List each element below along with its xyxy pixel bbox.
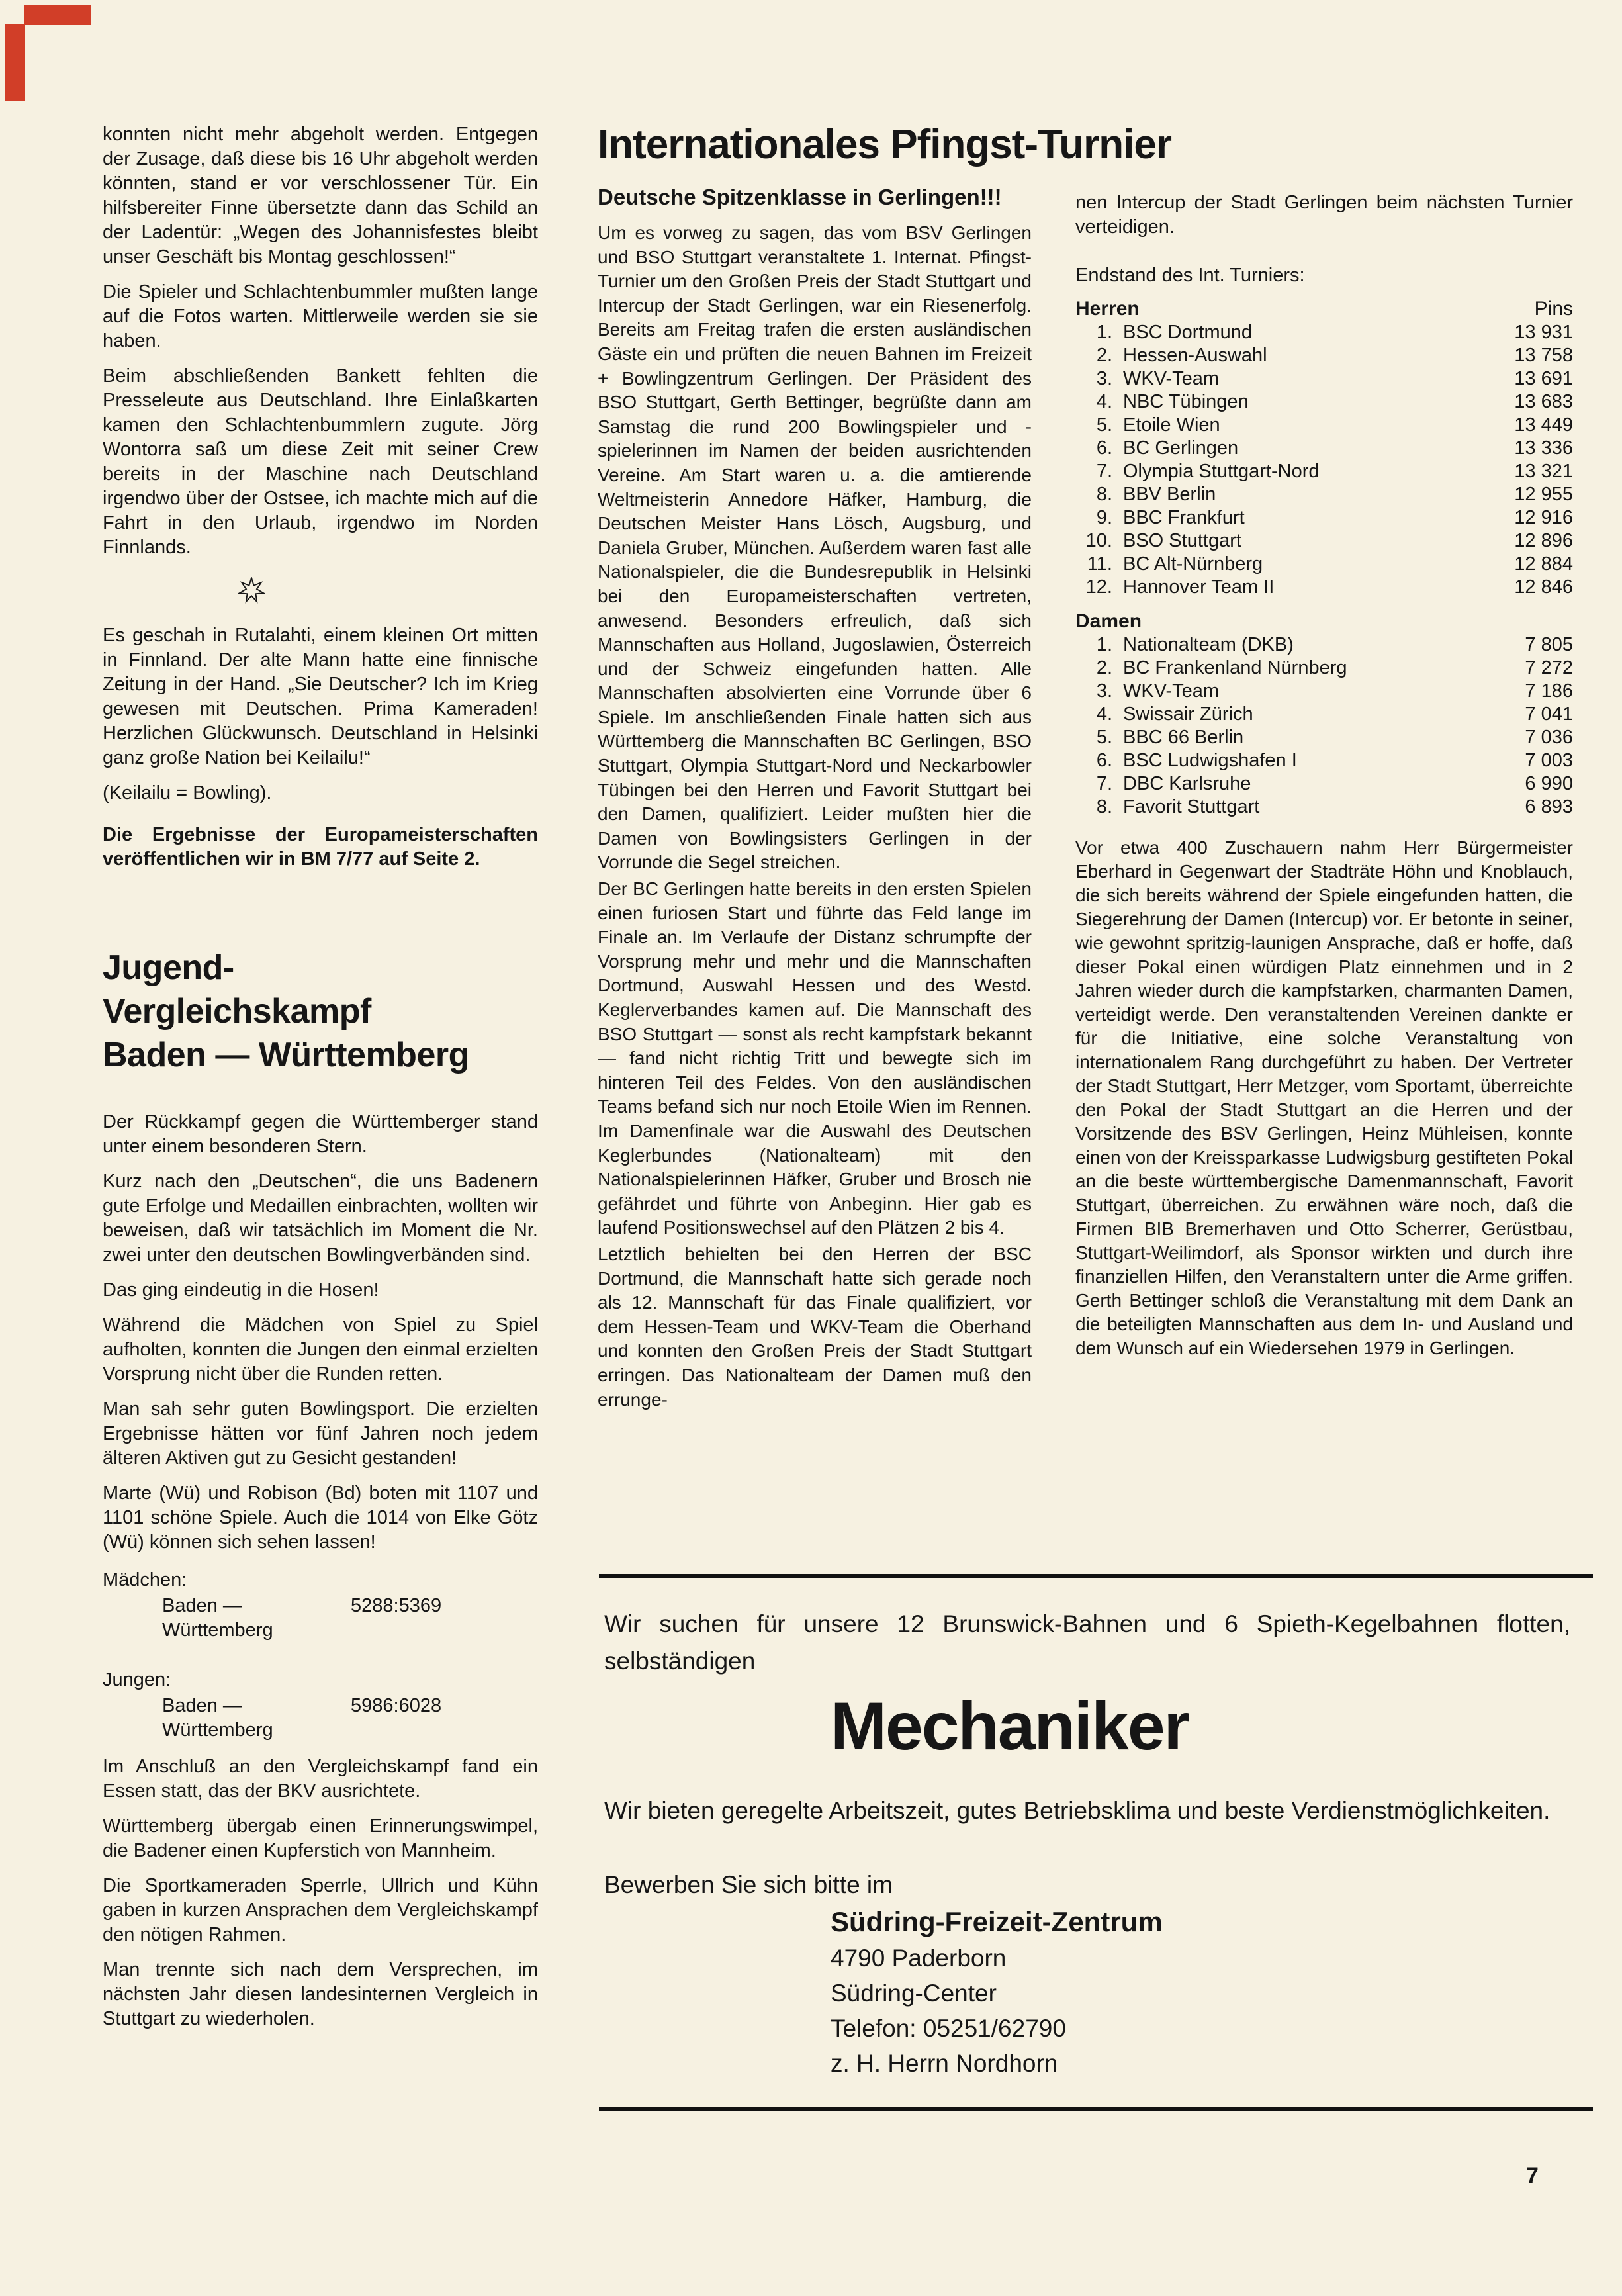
pins-column-label: Pins [1534,298,1573,320]
pins-value: 6 990 [1525,773,1573,794]
table-row [1075,633,1573,657]
table-header-herren [1075,297,1573,321]
table-row [1075,367,1573,390]
table-row [1075,749,1573,772]
rank: 12. [1085,576,1112,598]
paragraph: Der BC Gerlingen hatte bereits in den ersten Spielen einen furiosen Start und führte das Feld lange im Finale an. Im Verlaufe der Distanz schrumpfte der Vorsprung mehr und mehr und die Mannschaften Dortmund, Auswahl Hessen und des Westd. Keglerverbandes kamen auf. Die Mannschaft des BSO Stuttgart — sonst als recht kampfstark bekannt — fand nicht richtig Tritt und bewegte sich im hinteren Teil des Feldes. Von den ausländischen Teams befand sich nur noch Etoile Wien im Rennen. Im Damenfinale war die Auswahl des Deutschen Keglerbundes (Nationalteam) mit den Nationalspielerinnen Häfker, Gruber und Brosch nie gefährdet und führte von Anbeginn. Hier gab es laufend Positionswechsel auf den Plätzen 2 bis 4. [598,878,1032,1238]
team-name: Hessen-Auswahl [1123,345,1267,366]
table-row [1075,553,1573,576]
pins-value: 7 186 [1525,680,1573,702]
paragraph: konnten nicht mehr abgeholt werden. Entgegen der Zusage, daß diese bis 16 Uhr abgeholt werden könnten, stand er vor verschlossener Tür. Ein hilfsbereiter Finne übersetzte dann das Schild an der Ladentür: „Wegen des Johannisfestes bleibt unser Geschäft bis Montag geschlossen!“ [103,124,538,267]
paragraph: Während die Mädchen von Spiel zu Spiel aufholten, konnten die Jungen den einmal erzielten Vorsprung nicht über die Runden retten. [103,1314,538,1385]
table-row [1075,344,1573,367]
score-result: 5986:6028 [351,1695,442,1716]
ad-phone-line: Telefon: 05251/62790 [831,2015,1066,2042]
rank: 1. [1096,634,1112,655]
team-name: BC Alt-Nürnberg [1123,553,1263,574]
team-name: Nationalteam (DKB) [1123,634,1294,655]
team-name: DBC Karlsruhe [1123,773,1251,794]
ad-bottom-rule [599,2107,1593,2111]
pins-value: 12 846 [1514,576,1573,598]
rank: 4. [1096,391,1112,412]
team-name: BSC Ludwigshafen I [1123,750,1297,771]
score-row [162,1594,538,1643]
table-row [1075,321,1573,344]
team-name: BSO Stuttgart [1123,530,1241,551]
team-name: Hannover Team II [1123,576,1275,598]
pins-value: 7 272 [1525,657,1573,678]
team-name: BC Gerlingen [1123,437,1239,459]
ad-offer-text: Wir bieten geregelte Arbeitszeit, gutes Betriebsklima und beste Verdienstmöglichkeiten. [604,1797,1551,1824]
pins-value: 7 805 [1525,634,1573,655]
rank: 10. [1085,530,1112,551]
pins-value: 6 893 [1525,796,1573,817]
paragraph: Der Rückkampf gegen die Württemberger stand unter einem besonderen Stern. [103,1111,538,1157]
article-title: Internationales Pfingst-Turnier [598,122,1171,167]
rank: 4. [1096,704,1112,725]
rank: 2. [1096,657,1112,678]
table-row [1075,576,1573,599]
ad-top-rule [599,1574,1593,1578]
table-title: Damen [1075,610,1142,632]
rank: 5. [1096,414,1112,436]
pins-value: 13 691 [1514,368,1573,389]
heading-line: Vergleichskampf [103,992,371,1031]
rank: 11. [1087,553,1112,574]
ad-apply-text: Bewerben Sie sich bitte im [604,1871,893,1898]
ad-address-line: Südring-Center [831,1980,997,2007]
paragraph: Letztlich behielten bei den Herren der BSC Dortmund, die Mannschaft hatte sich gerade noch als 12. Mannschaft für das Finale qualifiziert, vor dem Hessen-Team und WKV-Team die Oberhand und konnten den Großen Preis der Stadt Stuttgart erringen. Das Nationalteam der Damen muß den errunge- [598,1243,1032,1410]
paragraph: Das ging eindeutig in die Hosen! [103,1279,379,1301]
pins-value: 13 931 [1514,322,1573,343]
table-title: Herren [1075,298,1140,320]
team-name: BSC Dortmund [1123,322,1253,343]
corner-crop-mark-vertical [5,24,25,101]
table-row [1075,726,1573,749]
standings-label: Endstand des Int. Turniers: [1075,265,1305,286]
team-name: BBC Frankfurt [1123,507,1245,528]
right-column [1075,191,1573,1379]
ad-intro-text: Wir suchen für unsere 12 Brunswick-Bahnen und 6 Spieth-Kegelbahnen flotten, selbständigen [604,1610,1570,1675]
paragraph: Die Spieler und Schlachtenbummler mußten lange auf die Fotos warten. Mittlerweile werden sie sie haben. [103,281,538,351]
table-row [1075,437,1573,460]
rank: 2. [1096,345,1112,366]
corner-crop-mark-horizontal [24,5,91,25]
ad-contact-block [831,1904,1163,2081]
rank: 3. [1096,680,1112,702]
score-block-jungen [103,1668,538,1743]
pins-value: 7 036 [1525,727,1573,748]
rank: 6. [1096,437,1112,459]
pins-value: 12 955 [1514,484,1573,505]
page-number: 7 [1526,2163,1539,2188]
pins-value: 13 683 [1514,391,1573,412]
paragraph: Man trennte sich nach dem Versprechen, im nächsten Jahr diesen landesinternen Vergleich in Stuttgart zu wiederholen. [103,1959,538,2029]
team-name: Swissair Zürich [1123,704,1253,725]
rank: 6. [1096,750,1112,771]
ad-attention-line: z. H. Herrn Nordhorn [831,2050,1058,2077]
table-row [1075,460,1573,483]
table-row [1075,506,1573,529]
paragraph: Beim abschließenden Bankett fehlten die Presseleute aus Deutschland. Ihre Einlaßkarten kamen den Schlachtenbummlern zugute. Jörg Wontorra saß um diese Zeit mit seiner Crew bereits in der Maschine nach Deutschland irgendwo über der Ostsee, ich machte mich auf die Fahrt in den Urlaub, irgendwo im Norden Finnlands. [103,365,538,558]
paragraph: Man sah sehr guten Bowlingsport. Die erzielten Ergebnisse hätten vor fünf Jahren noch jedem älteren Aktiven gut zu Gesicht gestanden! [103,1399,538,1469]
section-heading [103,946,538,1077]
rank: 8. [1096,796,1112,817]
score-team: Baden — Württemberg [162,1595,273,1641]
score-result: 5288:5369 [351,1595,442,1616]
middle-column [598,184,1032,1557]
rank: 9. [1096,507,1112,528]
paragraph: Um es vorweg zu sagen, das vom BSV Gerlingen und BSO Stuttgart veranstaltete 1. Internat. Pfingst-Turnier um den Großen Preis der Stadt Stuttgart und Intercup der Stadt Gerlingen, war ein Riesenerfolg. Bereits am Freitag trafen die ersten ausländischen Gäste ein und prüften die neuen Bahnen im Freizeit + Bowlingzentrum Gerlingen. Der Präsident des BSO Stuttgart, Gerth Bettinger, begrüßte dann am Samstag die rund 200 Bowlingspieler und -spielerinnen im Namen der beiden ausrichtenden Vereine. Am Start waren u. a. die amtierende Weltmeisterin Annedore Häfker, Hamburg, die Deutschen Meister Hans Lösch, Augsburg, und Daniela Gruber, München. Außerdem waren fast alle Nationalspieler, die die Bundesrepublik in Helsinki bei den Europameisterschaften vertreten, anwesend. Besonders erfreulich, daß sich Mannschaften aus Holland, Jugoslawien, Österreich und der Schweiz eingefunden hatten. Alle Mannschaften absolvierten eine Vorrunde über 6 Spiele. Im anschließenden Finale hatten sich aus Württemberg die Mannschaften BC Gerlingen, BSO Stuttgart, Olympia Stuttgart-Nord und Neckarbowler Tübingen bei den Herren und Favorit Stuttgart bei den Damen, qualifiziert. Leider mußten hier die Damen von Bowlingsisters Gerlingen in der Vorrunde die Segel streichen. [598,222,1032,873]
table-row [1075,772,1573,796]
table-row [1075,529,1573,553]
heading-line: Baden — Württemberg [103,1036,469,1074]
team-name: WKV-Team [1123,680,1220,702]
pins-value: 13 336 [1514,437,1573,459]
pins-value: 13 758 [1514,345,1573,366]
pins-value: 13 321 [1514,461,1573,482]
score-group-label: Jungen: [103,1669,171,1690]
table-row [1075,796,1573,819]
team-name: NBC Tübingen [1123,391,1249,412]
paragraph: Vor etwa 400 Zuschauern nahm Herr Bürgermeister Eberhard in Gegenwart der Stadträte Höhn und Knoblauch, die sich bereits während der Spiele eingefunden hatten, die Siegerehrung der Damen (Intercup) vor. Er betonte in seiner, wie gewohnt spritzig-launigen Ansprache, daß er hoffe, daß dieser Pokal einen würdigen Platz einnehmen und in 2 Jahren wieder durch die kampfstarken, charmanten Damen, verteidigt werde. Den veranstaltenden Vereinen dankte er für die Initiative, eine solche Veranstaltung von internationalem Rang durchgeführt zu haben. Der Vertreter der Stadt Stuttgart, Herr Metzger, vom Sportamt, überreichte den Pokal der Stadt Stuttgart an die Herren und der Vorsitzende des BSV Gerlingen, Heinz Mühleisen, konnte einen von der Kreissparkasse Ludwigsburg gestifteten Pokal an die beste württembergische Damenmannschaft, Favorit Stuttgart, überreichen. Zu erwähnen wäre noch, daß die Firmen BIB Bremerhaven und Otto Scherrer, Gerüstbau, Stuttgart-Weilimdorf, als Sponsor wirkten und durch ihre finanziellen Hilfen, den Veranstaltern unter die Arme griffen. Gerth Bettinger schloß die Veranstaltung mit dem Dank an die beteiligten Mannschaften aus dem In- und Ausland und dem Wunsch auf ein Wiedersehen 1979 in Gerlingen. [1075,837,1573,1358]
score-block-maedchen [103,1568,538,1643]
table-row [1075,390,1573,414]
team-name: BBV Berlin [1123,484,1216,505]
rank: 7. [1096,461,1112,482]
table-row [1075,483,1573,506]
paragraph: Württemberg übergab einen Erinnerungswimpel, die Badener einen Kupferstich von Mannheim. [103,1815,538,1861]
score-team: Baden — Württemberg [162,1695,273,1741]
article-subtitle: Deutsche Spitzenklasse in Gerlingen!!! [598,185,1002,209]
rank: 1. [1096,322,1112,343]
ad-address-line: 4790 Paderborn [831,1945,1007,1972]
ad-company-name: Südring-Freizeit-Zentrum [831,1906,1163,1937]
rank: 3. [1096,368,1112,389]
star-divider-icon [238,577,538,604]
pins-value: 12 896 [1514,530,1573,551]
editor-note: Die Ergebnisse der Europameisterschaften veröffentlichen wir in BM 7/77 auf Seite 2. [103,824,538,870]
team-name: BC Frankenland Nürnberg [1123,657,1347,678]
score-group-label: Mädchen: [103,1569,187,1590]
table-row [1075,657,1573,680]
score-row [162,1694,538,1743]
paragraph: Die Sportkameraden Sperrle, Ullrich und Kühn gaben in kurzen Ansprachen dem Vergleichskampf den nötigen Rahmen. [103,1875,538,1945]
pins-value: 12 884 [1514,553,1573,574]
table-row [1075,414,1573,437]
team-name: Etoile Wien [1123,414,1220,436]
job-advertisement [599,1574,1593,2111]
rank: 5. [1096,727,1112,748]
table-row [1075,680,1573,703]
left-column [103,122,538,2042]
pins-value: 7 003 [1525,750,1573,771]
paragraph: Kurz nach den „Deutschen“, die uns Badenern gute Erfolge und Medaillen einbrachten, wollten wir beweisen, daß wir tatsächlich im Moment die Nr. zwei unter den deutschen Bowlingverbänden sind. [103,1171,538,1265]
paragraph: nen Intercup der Stadt Gerlingen beim nächsten Turnier verteidigen. [1075,192,1573,238]
table-row [1075,703,1573,726]
rank: 8. [1096,484,1112,505]
table-header-damen [1075,610,1573,633]
pins-value: 12 916 [1514,507,1573,528]
paragraph: Marte (Wü) und Robison (Bd) boten mit 1107 und 1101 schöne Spiele. Auch die 1014 von Elke Götz (Wü) können sich sehen lassen! [103,1483,538,1553]
team-name: Olympia Stuttgart-Nord [1123,461,1320,482]
heading-line: Jugend- [103,948,234,987]
team-name: BBC 66 Berlin [1123,727,1244,748]
rank: 7. [1096,773,1112,794]
team-name: WKV-Team [1123,368,1220,389]
paragraph: Im Anschluß an den Vergleichskampf fand ein Essen statt, das der BKV ausrichtete. [103,1756,538,1802]
pins-value: 7 041 [1525,704,1573,725]
ad-job-title: Mechaniker [831,1688,1189,1764]
pins-value: 13 449 [1514,414,1573,436]
team-name: Favorit Stuttgart [1123,796,1260,817]
paragraph: Es geschah in Rutalahti, einem kleinen Ort mitten in Finnland. Der alte Mann hatte eine finnische Zeitung in der Hand. „Sie Deutscher? Ich im Krieg gewesen mit Deutschen. Prima Kameraden! Herzlichen Glückwunsch. Deutschland in Helsinki ganz große Nation bei Keilailu!“ [103,625,538,768]
paragraph: (Keilailu = Bowling). [103,782,272,804]
